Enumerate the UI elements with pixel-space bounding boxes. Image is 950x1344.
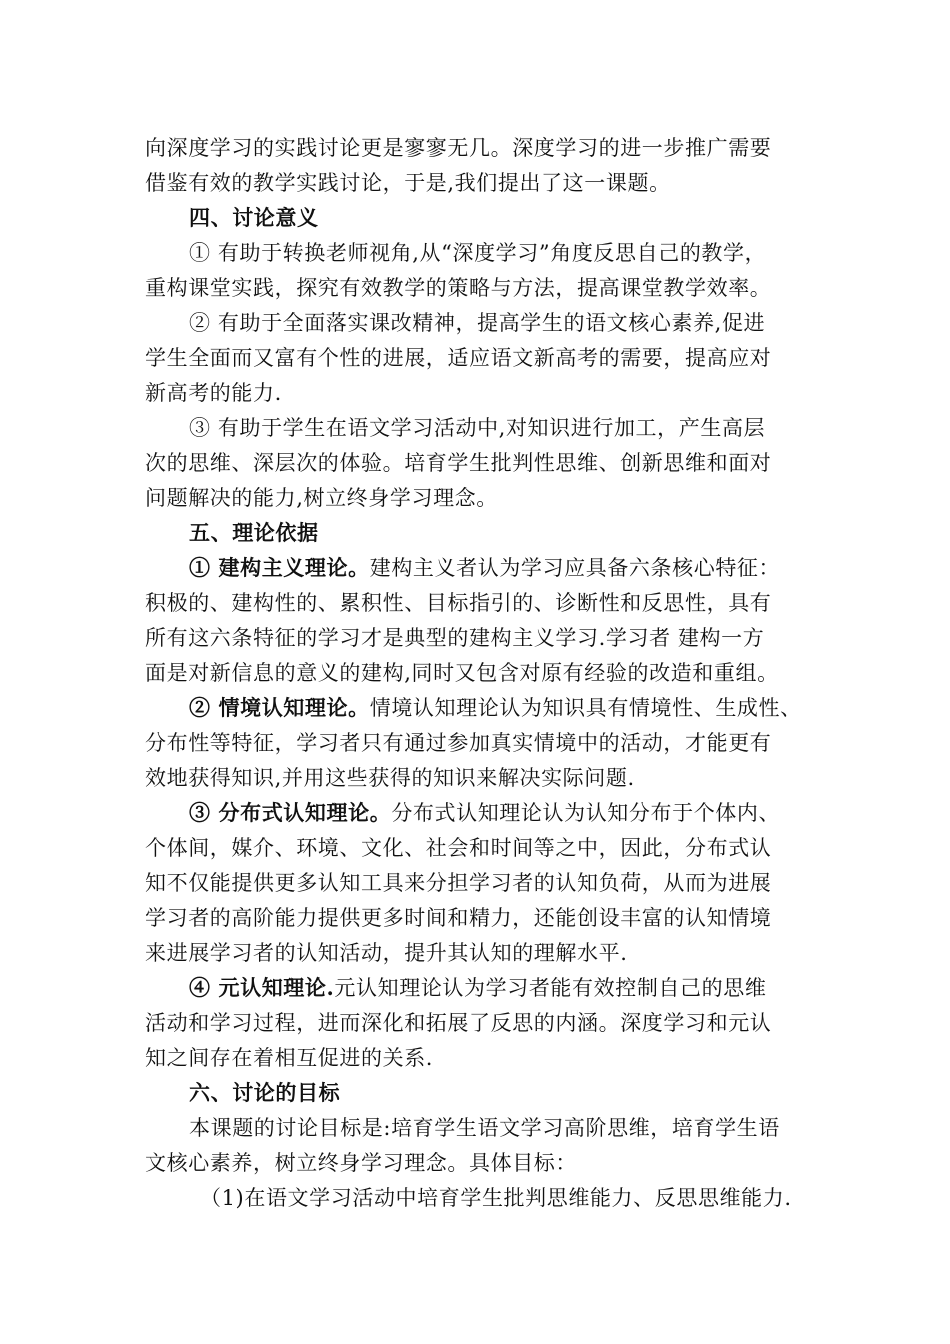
paragraph-line: 学习者的高阶能力提供更多时间和精力，还能创设丰富的认知情境 <box>145 906 772 930</box>
theory-4-line <box>189 974 766 1002</box>
theory-1-title: ① 建构主义理论。 <box>189 555 370 580</box>
goal-item-1: （1)在语文学习活动中培育学生批判思维能力、反思思维能力. <box>200 1186 792 1210</box>
section-heading-4: 四、讨论意义 <box>189 205 319 230</box>
theory-3-title: ③ 分布式认知理论。 <box>189 800 392 825</box>
paragraph-line: 问题解决的能力,树立终身学习理念。 <box>145 486 498 510</box>
paragraph-line: 知不仅能提供更多认知工具来分担学习者的认知负荷，从而为进展 <box>145 871 772 895</box>
paragraph-line: 面是对新信息的意义的建构,同时又包含对原有经验的改造和重组。 <box>145 661 779 685</box>
paragraph-line: 效地获得知识,并用这些获得的知识来解决实际问题. <box>145 766 635 790</box>
theory-3-text: 分布式认知理论认为认知分布于个体内、 <box>391 801 781 825</box>
paragraph-line: 知之间存在着相互促进的关系. <box>145 1046 434 1070</box>
paragraph-line: ③ 有助于学生在语文学习活动中,对知识进行加工，产生高层 <box>189 416 766 440</box>
paragraph-line: 积极的、建构性的、累积性、目标指引的、诊断性和反思性，具有 <box>145 591 772 615</box>
paragraph-line: 分布性等特征，学习者只有通过参加真实情境中的活动，才能更有 <box>145 731 772 755</box>
paragraph-line: ① 有助于转换老师视角,从“深度学习”角度反思自己的教学， <box>189 241 767 265</box>
paragraph-line: 学生全面而又富有个性的进展，适应语文新高考的需要，提高应对 <box>145 346 772 370</box>
paragraph-line: 活动和学习过程，进而深化和拓展了反思的内涵。深度学习和元认 <box>145 1011 772 1035</box>
paragraph-line: 次的思维、深层次的体验。培育学生批判性思维、创新思维和面对 <box>145 451 772 475</box>
theory-3-line <box>189 799 780 827</box>
paragraph-line: 本课题的讨论目标是:培育学生语文学习高阶思维，培育学生语 <box>189 1116 780 1140</box>
section-heading-6: 六、讨论的目标 <box>189 1080 341 1105</box>
paragraph-line: 借鉴有效的教学实践讨论，于是,我们提出了这一课题。 <box>145 171 671 195</box>
paragraph-line: 个体间，媒介、环境、文化、社会和时间等之中，因此，分布式认 <box>145 836 772 860</box>
theory-2-text: 情境认知理论认为知识具有情境性、生成性、 <box>369 696 802 720</box>
paragraph-line: 来进展学习者的认知活动，提升其认知的理解水平. <box>145 941 628 965</box>
section-heading-5: 五、理论依据 <box>189 520 319 545</box>
theory-4-title: ④ 元认知理论. <box>189 975 335 1000</box>
theory-1-text: 建构主义者认为学习应具备六条核心特征： <box>369 556 781 580</box>
paragraph-line: 文核心素养，树立终身学习理念。具体目标： <box>145 1151 577 1175</box>
paragraph-line: 向深度学习的实践讨论更是寥寥无几。深度学习的进一步推广需要 <box>145 136 772 160</box>
paragraph-line: 新高考的能力. <box>145 381 282 405</box>
paragraph-line: 重构课堂实践，探究有效教学的策略与方法，提高课堂教学效率。 <box>145 276 772 300</box>
paragraph-line: 所有这六条特征的学习才是典型的建构主义学习.学习者 建构一方 <box>145 626 765 650</box>
theory-1-line <box>189 554 780 582</box>
theory-4-text: 元认知理论认为学习者能有效控制自己的思维 <box>334 976 767 1000</box>
theory-2-line <box>189 694 802 722</box>
paragraph-line: ② 有助于全面落实课改精神，提高学生的语文核心素养,促进 <box>189 311 766 335</box>
theory-2-title: ② 情境认知理论。 <box>189 695 370 720</box>
